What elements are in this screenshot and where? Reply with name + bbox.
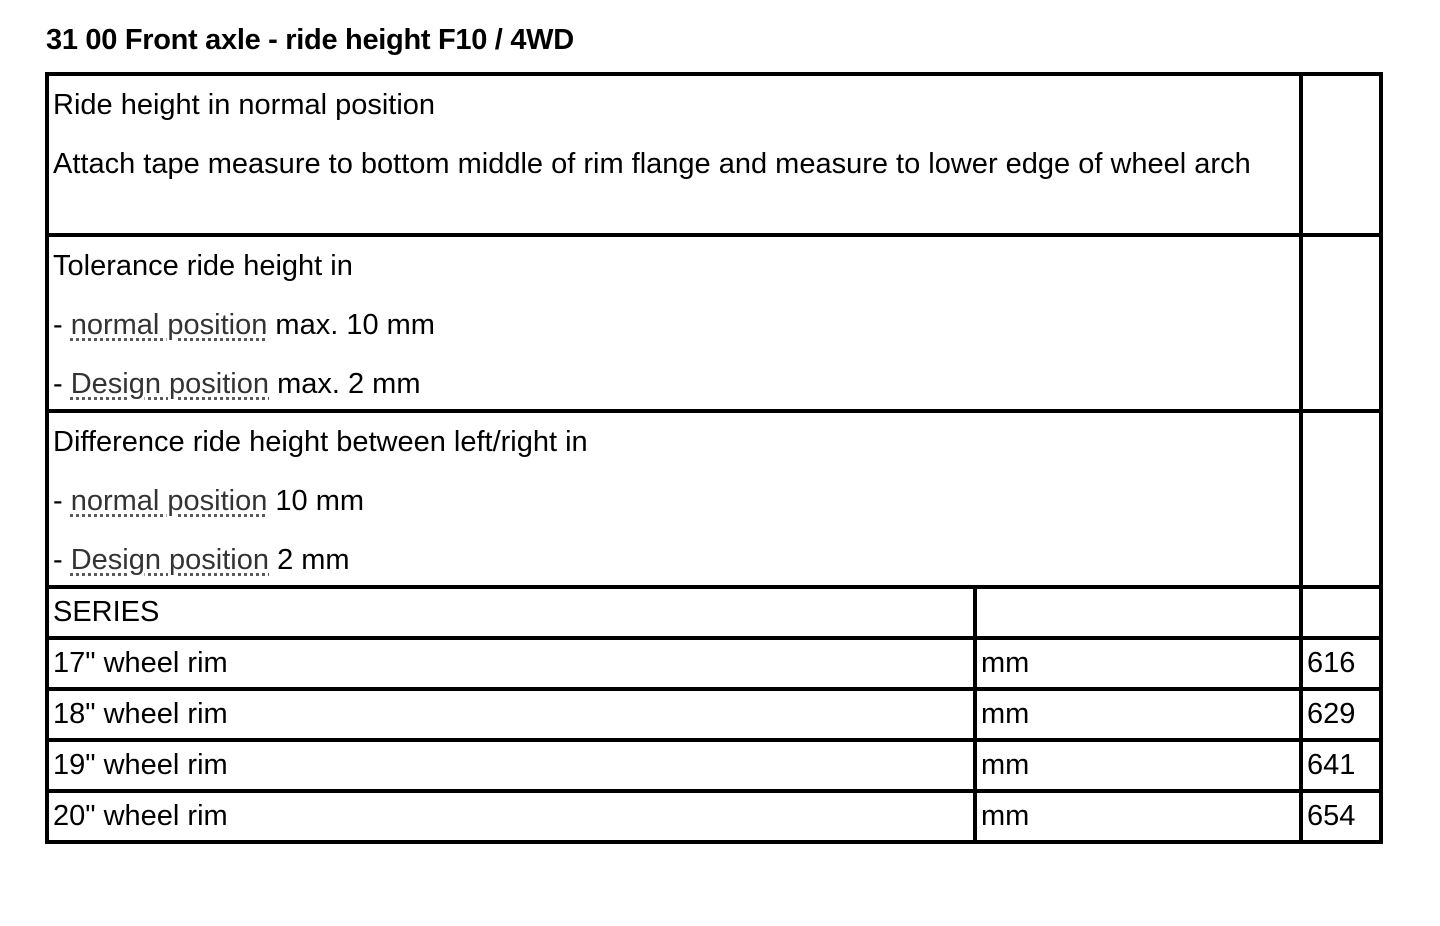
rim-value: 641 — [1301, 740, 1381, 791]
rim-unit: mm — [975, 638, 1301, 689]
table-row — [47, 740, 1381, 791]
design-position-link[interactable]: Design position — [70, 367, 270, 400]
rim-label: 17" wheel rim — [47, 638, 975, 689]
rim-unit: mm — [975, 689, 1301, 740]
ride-height-heading: Ride height in normal position — [53, 89, 436, 121]
ride-height-empty-cell — [1301, 74, 1381, 235]
tolerance-heading: Tolerance ride height in — [53, 250, 353, 282]
normal-position-link[interactable]: normal position — [70, 308, 268, 341]
normal-position-link[interactable]: normal position — [70, 484, 268, 517]
rim-unit: mm — [975, 791, 1301, 842]
difference-item: - Design position 2 mm — [53, 543, 350, 576]
ride-height-table — [45, 72, 1383, 844]
document-title: 31 00 Front axle - ride height F10 / 4WD — [46, 24, 574, 56]
design-position-link[interactable]: Design position — [70, 543, 270, 576]
rim-unit: mm — [975, 740, 1301, 791]
difference-empty-cell — [1301, 411, 1381, 587]
series-unit — [975, 587, 1301, 638]
rim-value: 629 — [1301, 689, 1381, 740]
tolerance-row — [47, 235, 1381, 411]
difference-heading: Difference ride height between left/right in — [53, 426, 588, 458]
series-value — [1301, 587, 1381, 638]
rim-label: 20" wheel rim — [47, 791, 975, 842]
table-row — [47, 638, 1381, 689]
series-header-row — [47, 587, 1381, 638]
tolerance-item: - Design position max. 2 mm — [53, 367, 421, 400]
tolerance-empty-cell — [1301, 235, 1381, 411]
table-row — [47, 791, 1381, 842]
difference-cell — [47, 411, 1301, 587]
ride-height-instruction: Attach tape measure to bottom middle of rim flange and measure to lower edge of wheel arch — [53, 147, 1251, 180]
rim-label: 19" wheel rim — [47, 740, 975, 791]
table-row — [47, 689, 1381, 740]
ride-height-row — [47, 74, 1381, 235]
series-label: SERIES — [47, 587, 975, 638]
tolerance-cell — [47, 235, 1301, 411]
rim-label: 18" wheel rim — [47, 689, 975, 740]
difference-item: - normal position 10 mm — [53, 484, 365, 517]
difference-row — [47, 411, 1381, 587]
rim-value: 654 — [1301, 791, 1381, 842]
rim-value: 616 — [1301, 638, 1381, 689]
tolerance-item: - normal position max. 10 mm — [53, 308, 435, 341]
ride-height-cell — [47, 74, 1301, 235]
